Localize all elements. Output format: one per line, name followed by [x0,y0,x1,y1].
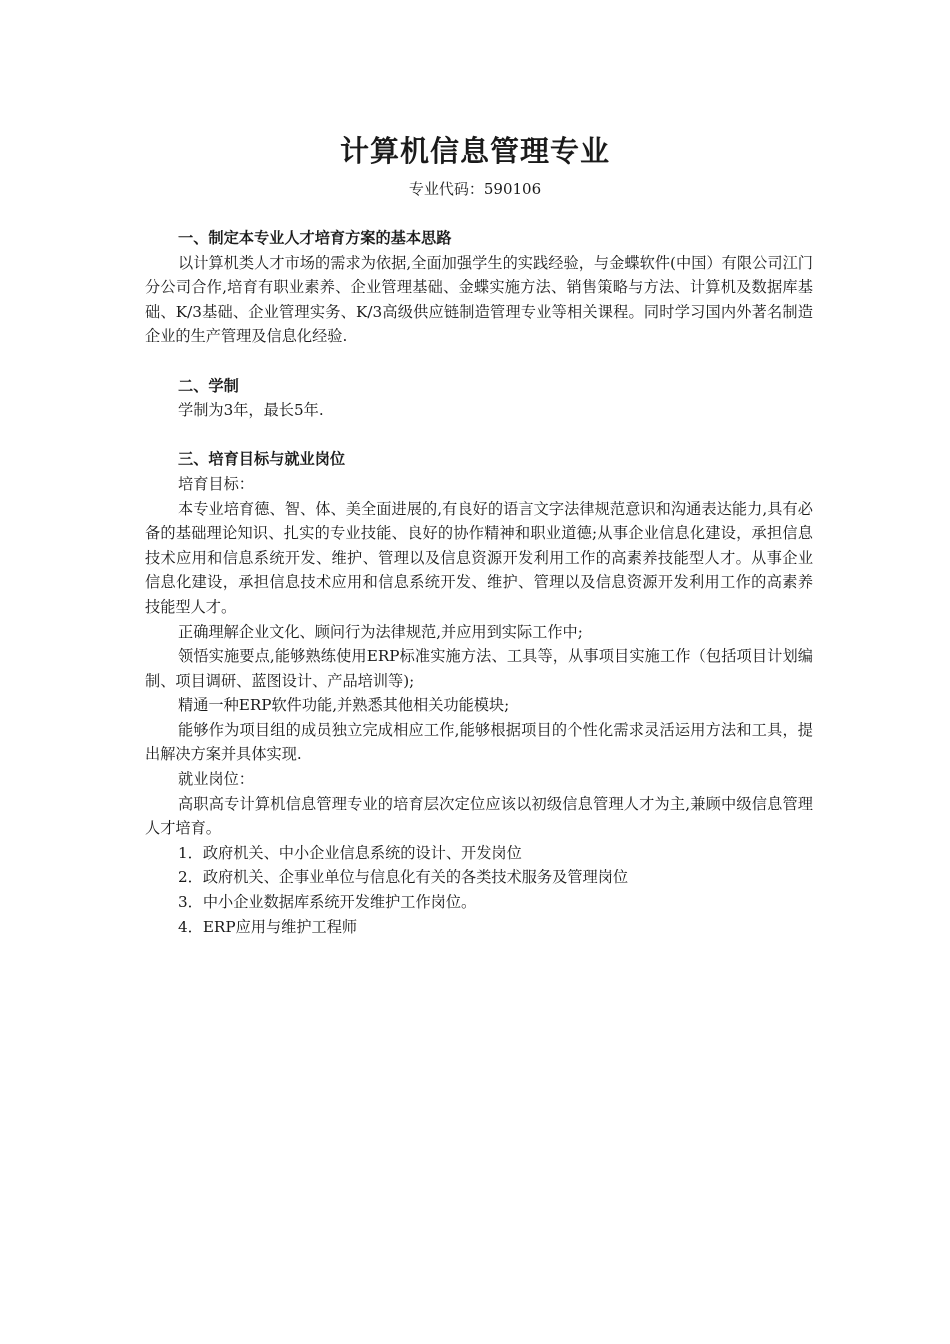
section1-paragraph: 以计算机类人才市场的需求为依据,全面加强学生的实践经验，与金蝶软件(中国）有限公司江门分公司合作,培育有职业素养、企业管理基础、金蝶实施方法、销售策略与方法、计算机及数据库基础、K/3基础、企业管理实务、K/3高级供应链制造管理专业等相关课程。同时学习国内外著名制造企业的生产管理及信息化经验. [145,253,813,346]
goal-label: 培育目标： [178,474,254,493]
goal-paragraph: 能够作为项目组的成员独立完成相应工作,能够根据项目的个性化需求灵活运用方法和工具，提出解决方案并具体实现. [145,720,813,764]
spacer [145,349,813,374]
job-item: 2．政府机关、企事业单位与信息化有关的各类技术服务及管理岗位 [178,868,629,887]
section3-heading: 三、培育目标与就业岗位 [178,450,346,469]
goal-paragraph: 领悟实施要点,能够熟练使用ERP标准实施方法、工具等，从事项目实施工作（包括项目计划编制、项目调研、蓝图设计、产品培训等); [145,647,813,690]
goal-paragraph: 精通一种ERP软件功能,并熟悉其他相关功能模块; [178,696,510,715]
section1-heading: 一、制定本专业人才培育方案的基本思路 [178,229,452,247]
document-title: 计算机信息管理专业 [339,134,610,168]
section2-paragraph: 学制为3年，最长5年. [178,401,324,420]
job-item: 1．政府机关、中小企业信息系统的设计、开发岗位 [178,843,522,862]
section2-heading: 二、学制 [178,376,239,395]
job-intro: 高职高专计算机信息管理专业的培育层次定位应该以初级信息管理人才为主,兼顾中级信息管理人才培育。 [145,794,813,838]
job-item: 3．中小企业数据库系统开发维护工作岗位。 [178,893,477,912]
job-label: 就业岗位： [178,770,254,789]
spacer [145,423,813,448]
goal-paragraph: 本专业培育德、智、体、美全面进展的,有良好的语言文字法律规范意识和沟通表达能力,具有必备的基础理论知识、扎实的专业技能、良好的协作精神和职业道德;从事企业信息化建设，承担信息技术应用和信息系统开发、维护、管理以及信息资源开发利用工作的高素养技能型人才。从事企业信息化建设，承担信息技术应用和信息系统开发、维护、管理以及信息资源开发利用工作的高素养技能型人才。 [145,499,813,616]
document-body [145,226,813,939]
major-code: 专业代码：590106 [408,180,542,198]
goal-paragraph: 正确理解企业文化、顾问行为法律规范,并应用到实际工作中; [178,622,583,641]
job-item: 4．ERP应用与维护工程师 [178,917,358,936]
